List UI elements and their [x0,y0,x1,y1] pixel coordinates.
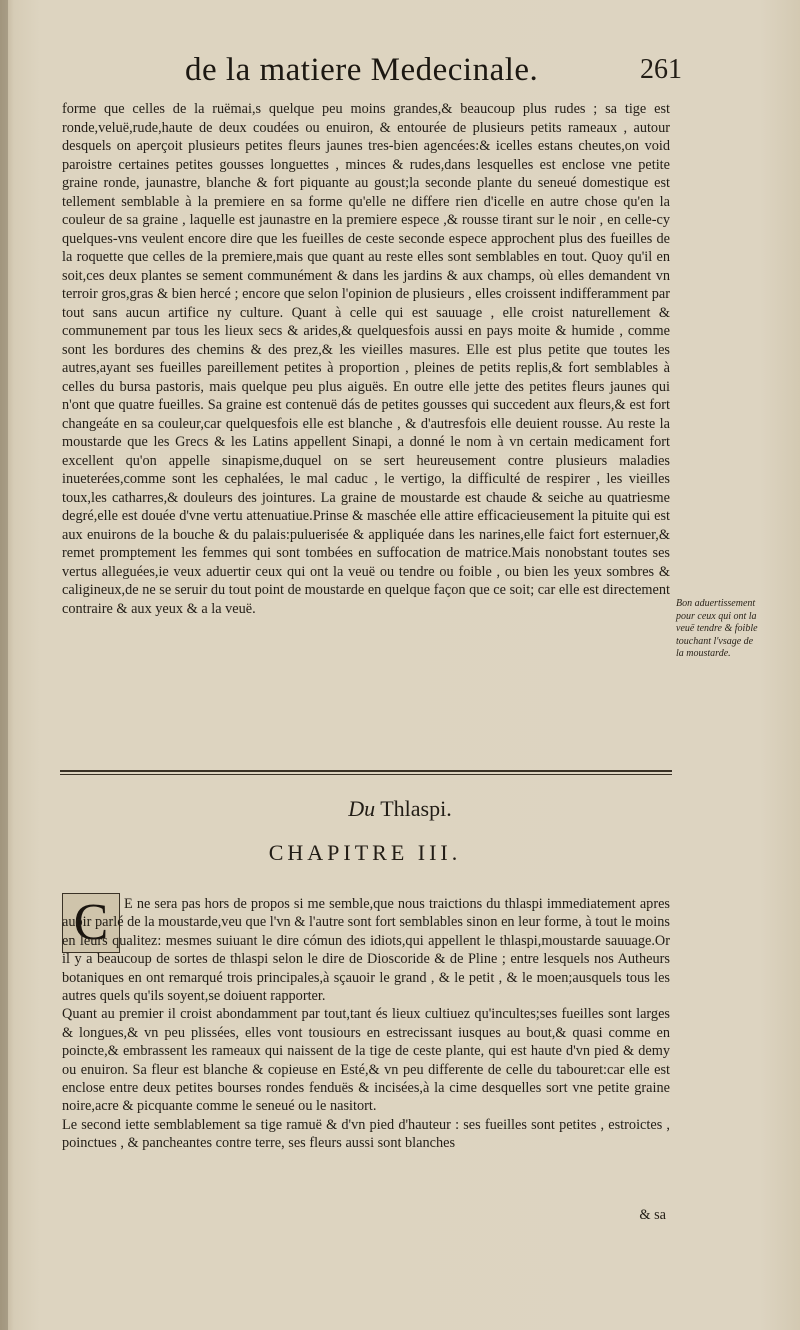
catchword: & sa [639,1207,666,1223]
section-title-prefix: Du [348,796,376,821]
paragraph: Quant au premier il croist abondamment par tout,tant és lieux cultiuez qu'incultes;ses fueilles sont larges & longues,& vn peu plissées, elles vont tousiours en estrecissant iusques au bout,& quasi comme en poincte,& embrassent les rameaux qui naissent de la tige de ceste plante, qui est haute d'vn pied & demy ou enuiron. Sa fleur est blanche & copieuse en Esté,& vn peu differente de celle du tabouret:car elle est enclose entre deux petites bourses rondes fenduës & incisées,à la cime desquelles sort vne petite graine noire,acre & picquante comme le seneué ou le nasitort. [62,1006,670,1115]
paragraph: Le second iette semblablement sa tige ramuë & d'vn pied d'hauteur : ses fueilles sont petites , estroictes , poinctues , & pancheantes contre terre, ses fleurs aussi sont blanches [62,1116,670,1152]
marginal-note: Bon aduertissement pour ceux qui ont la veuë tendre & foible touchant l'vsage de la moustarde. [676,598,758,659]
page-gutter-shadow [0,0,8,1330]
page-number: 261 [640,54,682,85]
paragraph: E ne sera pas hors de propos si me semble,que nous traictions du thlaspi immediatement apres auoir parlé de la moustarde,veu que l'vn & l'autre sont fort semblables sinon en leur forme, à tout le moins en leurs qualitez: mesmes suiuant le dire cómun des idiots,qui appellent le thlaspi,moustarde sauuage.Or il y a beaucoup de sortes de thlaspi selon le dire de Dioscoride & de Pline ; entre lesquels nos Autheurs botaniques en ont remarqué trois principales,à sçauoir le grand , & le petit , & le moen;ausquels tous les autres quels qu'ils soyent,se doiuent rapporter. [62,896,670,1005]
paragraph: forme que celles de la ruëmai,s quelque peu moins grandes,& beaucoup plus rudes ; sa tige est ronde,veluë,rude,haute de deux coudées ou enuiron, & entourée de plusieurs petits rameaux , autour desquels on aperçoit plusieurs petites fleurs jaunes tres-bien agencées:& icelles estans cheutes,on void paroistre certaines petites gousses longuettes , minces & rudes,dans lesquelles est enclose vne petite graine ronde, jaunastre, blanche & fort piquante au goust;la seconde plante du seneué domestique est tellement semblable à la premiere en sa forme qu'elle ne differe rien d'icelle en autre chose qu'en la couleur de sa graine , laquelle est jaunastre en la premiere espece ,& rousse tirant sur le noir , en celle-cy quelques-vns veulent encore dire que les fueilles de ceste seconde espece approchent plus des fueilles de la roquette que celles de la premiere,mais que quant au reste elles sont semblables en tout. Quoy qu'il en soit,ces deux plantes se sement communément & dans les jardins & aux champs, où elles demandent vn terroir gros,gras & bien hercé ; encore que selon l'opinion de plusieurs , elles croissent indifferamment par tout sans aucun artifice ny culture. Quant à celle qui est sauuage , elle croist naturellement & communement par tous les lieux secs & arides,& quelquesfois aussi en pays moite & humide , comme sont les bordures des chemins & des prez,& les vieilles masures. Elle est plus petite que toutes les autres,ayant ses fueilles pareillement petites à proportion , pleines de petits replis,& fort semblables à celles du bursa pastoris, mais quelque peu plus aiguës. En outre elle jette des petites fleurs jaunes qui n'ont que quatre fueilles. Sa graine est contenuë dás de petites gousses qui succedent aux fleurs,& est fort changeáte en sa couleur,car quelquesfois elle est blanche , & d'autresfois elle deuient rousse. Au reste la moustarde que les Grecs & les Latins appellent Sinapi, a donné le nom à vn certain medicament fort excellent qu'on appelle sinapisme,duquel on se sert heureusement contre plusieurs maladies inueterées,comme sont les cephalées, le mal caduc , le vertigo, la difficulté de respirer , les vieilles toux,les catharres,& douleurs des jointures. La graine de moustarde est chaude & seiche au quatriesme degré,elle est douée d'vne vertu attenuatiue.Prinse & maschée elle attire efficacieusement la pituite qui est aux enuirons de la bouche & du palais:puluerisée & appliquée dans les narines,elle faict fort esternuer,& remet promptement les femmes qui sont tombées en suffocation de matrice.Mais nonobstant toutes ses vertus alleguées,ie veux aduertir ceux qui ont la veuë ou tendre ou foible , ou bien les yeux sombres & caligineux,de ne se seruir du tout point de moustarde en quelque façon que ce soit; car elle est directement contraire & aux yeux & a la veuë. [62,101,670,617]
drop-capital: C [62,893,120,953]
chapter-text-block [62,895,670,1153]
section-divider [60,770,672,772]
main-text-block [62,100,670,618]
chapter-heading: CHAPITRE III. [268,840,462,865]
running-title: de la matiere Medecinale. [185,52,539,88]
section-title-main: Thlaspi. [375,796,452,821]
running-header [60,52,682,102]
section-divider-thin [60,774,672,775]
section-title [0,796,800,822]
